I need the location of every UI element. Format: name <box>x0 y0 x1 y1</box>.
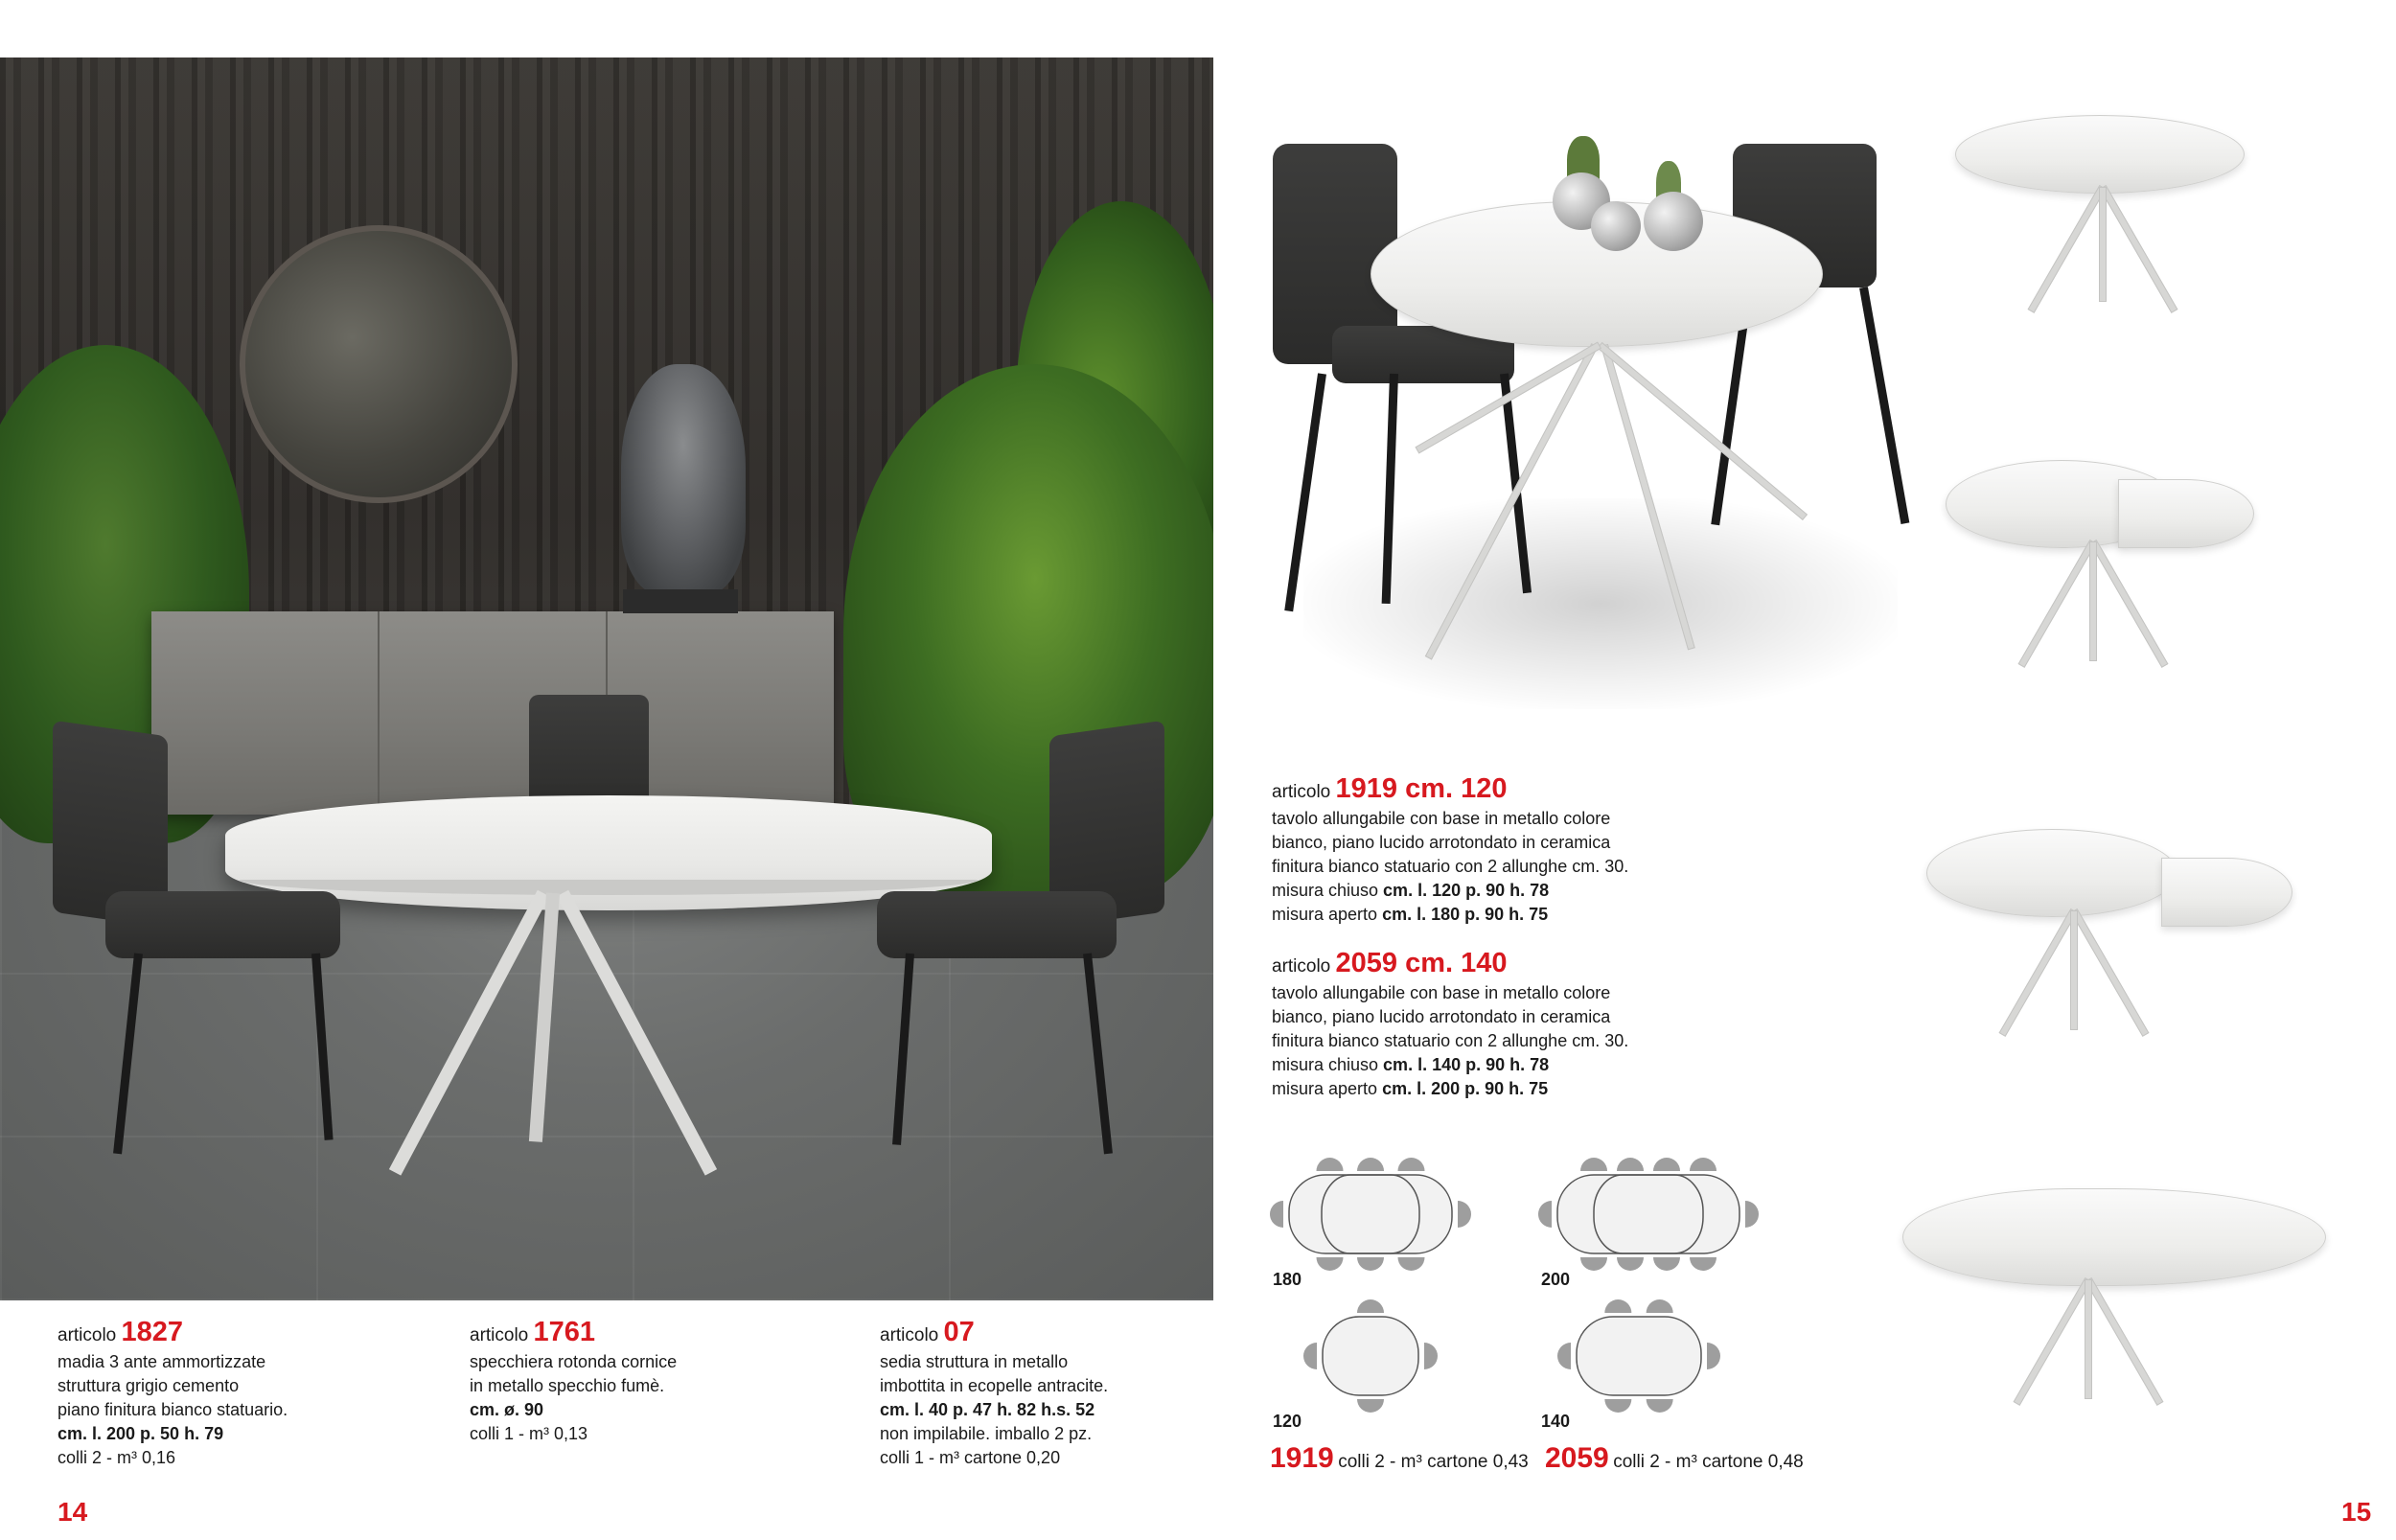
article-line: sedia struttura in metallo <box>880 1352 1069 1371</box>
table-leg <box>2100 185 2178 313</box>
article-line <box>1272 831 1770 855</box>
table-top-extended <box>1902 1188 2326 1286</box>
diagram-label: 200 <box>1541 1270 1571 1289</box>
article-line-text: finitura bianco statuario con 2 allunghe cm. 30. <box>1272 857 1629 876</box>
article-prefix: articolo <box>880 1325 939 1345</box>
article-heading <box>1272 774 1770 807</box>
extension-step-2 <box>1926 460 2271 690</box>
seat-icon <box>1647 1399 1673 1413</box>
packing-info: colli 2 - m³ cartone 0,48 <box>1613 1452 1804 1472</box>
seat-icon <box>1357 1158 1384 1171</box>
article-heading <box>470 1318 834 1350</box>
table-top <box>1955 115 2245 194</box>
seat-icon <box>1617 1158 1644 1171</box>
table-top <box>1926 829 2177 917</box>
seat-icon <box>1303 1343 1317 1369</box>
article-line-text: misura chiuso <box>1272 1055 1384 1074</box>
packing-code: 1919 <box>1270 1442 1334 1474</box>
seat-icon <box>1317 1158 1344 1171</box>
article-1827 <box>58 1318 422 1470</box>
sculpture <box>621 364 746 594</box>
room-photo <box>0 57 1213 1300</box>
seat-icon <box>1604 1299 1631 1313</box>
article-line <box>1272 1029 1770 1053</box>
article-line-text: misura chiuso <box>1272 881 1384 900</box>
article-line-text: tavolo allungabile con base in metallo colore <box>1272 809 1611 828</box>
article-1919 <box>1272 774 1770 927</box>
article-heading <box>58 1318 422 1350</box>
glass-pot <box>1644 192 1703 251</box>
table-leg <box>2085 1279 2092 1399</box>
extension-step-4 <box>1893 1174 2343 1423</box>
article-line: colli 1 - m³ 0,13 <box>470 1424 588 1443</box>
article-2059 <box>1272 949 1770 1101</box>
table-leg <box>1999 908 2078 1037</box>
article-line-text: tavolo allungabile con base in metallo colore <box>1272 983 1611 1002</box>
table-leg <box>2071 908 2150 1037</box>
seat-icon <box>1317 1257 1344 1271</box>
seating-diagrams <box>1256 1145 1792 1442</box>
table-leg <box>2089 541 2097 661</box>
article-heading <box>1272 949 1770 981</box>
chair-right-seat <box>877 891 1117 958</box>
seat-icon <box>1580 1158 1607 1171</box>
article-line: cm. ø. 90 <box>470 1400 544 1419</box>
seat-icon <box>1557 1343 1571 1369</box>
table-leg <box>2090 540 2169 668</box>
page-number-left: 14 <box>58 1497 88 1527</box>
article-line: madia 3 ante ammortizzate <box>58 1352 266 1371</box>
seat-icon <box>1458 1201 1471 1228</box>
article-1761 <box>470 1318 834 1446</box>
article-line-text: misura aperto <box>1272 1079 1383 1098</box>
table-leg <box>2085 1277 2164 1406</box>
sideboard <box>151 611 834 815</box>
table-extension <box>2161 858 2292 927</box>
seat-icon <box>1690 1257 1716 1271</box>
article-line: imbottita in ecopelle antracite. <box>880 1376 1109 1395</box>
article-code: 1827 <box>121 1317 184 1347</box>
article-code: 1761 <box>533 1317 596 1347</box>
article-line <box>1272 1053 1770 1077</box>
table-leg <box>2018 540 2097 668</box>
extension-step-1 <box>1936 115 2262 335</box>
seat-icon <box>1745 1201 1759 1228</box>
article-line-text: bianco, piano lucido arrotondato in ceramica <box>1272 1007 1611 1026</box>
table-leg <box>2014 1277 2092 1406</box>
seat-icon <box>1357 1399 1384 1413</box>
table-outline <box>1557 1175 1739 1253</box>
article-line: struttura grigio cemento <box>58 1376 240 1395</box>
article-heading <box>880 1318 1244 1350</box>
seat-icon <box>1617 1257 1644 1271</box>
table-leg <box>2070 910 2078 1030</box>
diagram-label: 120 <box>1273 1412 1302 1431</box>
article-line: cm. l. 40 p. 47 h. 82 h.s. 52 <box>880 1400 1095 1419</box>
sculpture-base <box>623 589 738 613</box>
article-line <box>1272 1077 1770 1101</box>
seat-icon <box>1398 1158 1425 1171</box>
article-line <box>1272 807 1770 831</box>
packing-1919 <box>1270 1442 1529 1475</box>
table-leg <box>2028 185 2107 313</box>
seat-icon <box>1653 1158 1680 1171</box>
seat-icon <box>1398 1257 1425 1271</box>
sideboard-door <box>151 611 380 815</box>
table-leg <box>2099 187 2107 302</box>
seat-icon <box>1357 1257 1384 1271</box>
article-line: piano finitura bianco statuario. <box>58 1400 288 1419</box>
chair-leg <box>1859 287 1909 524</box>
round-mirror <box>240 225 518 503</box>
article-line <box>1272 903 1770 927</box>
seat-icon <box>1653 1257 1680 1271</box>
packing-2059 <box>1545 1442 1804 1475</box>
article-code: 1919 cm. 120 <box>1335 773 1508 804</box>
diagram-label: 180 <box>1273 1270 1302 1289</box>
packing-code: 2059 <box>1545 1442 1609 1474</box>
seat-icon <box>1707 1343 1720 1369</box>
article-prefix: articolo <box>1272 956 1331 977</box>
chair-left-seat <box>105 891 340 958</box>
seat-icon <box>1604 1399 1631 1413</box>
article-line-measure: cm. l. 180 p. 90 h. 75 <box>1382 905 1549 924</box>
seat-icon <box>1357 1299 1384 1313</box>
seat-icon <box>1647 1299 1673 1313</box>
article-line: specchiera rotonda cornice <box>470 1352 678 1371</box>
article-line <box>1272 1005 1770 1029</box>
page-number-right: 15 <box>2341 1497 2372 1527</box>
article-prefix: articolo <box>58 1325 117 1345</box>
article-line: cm. l. 200 p. 50 h. 79 <box>58 1424 224 1443</box>
packing-info: colli 2 - m³ cartone 0,43 <box>1338 1452 1529 1472</box>
article-line: colli 1 - m³ cartone 0,20 <box>880 1448 1061 1467</box>
article-line: non impilabile. imballo 2 pz. <box>880 1424 1093 1443</box>
seat-icon <box>1580 1257 1607 1271</box>
glass-pot <box>1591 201 1641 251</box>
article-line <box>1272 981 1770 1005</box>
seat-icon <box>1538 1201 1552 1228</box>
article-line-measure: cm. l. 120 p. 90 h. 78 <box>1383 881 1550 900</box>
product-photo-main <box>1246 115 1907 709</box>
article-line-measure: cm. l. 200 p. 90 h. 75 <box>1382 1079 1549 1098</box>
article-code: 07 <box>943 1317 975 1347</box>
table-outline <box>1577 1317 1701 1395</box>
article-line-text: bianco, piano lucido arrotondato in ceramica <box>1272 833 1611 852</box>
seat-icon <box>1690 1158 1716 1171</box>
article-line-measure: cm. l. 140 p. 90 h. 78 <box>1383 1055 1550 1074</box>
article-prefix: articolo <box>470 1325 529 1345</box>
article-prefix: articolo <box>1272 782 1331 802</box>
diagram-label: 140 <box>1541 1412 1571 1431</box>
article-line-text: misura aperto <box>1272 905 1383 924</box>
article-line: in metallo specchio fumè. <box>470 1376 665 1395</box>
seat-icon <box>1270 1201 1283 1228</box>
seat-icon <box>1424 1343 1438 1369</box>
article-line-text: finitura bianco statuario con 2 allunghe cm. 30. <box>1272 1031 1629 1050</box>
article-line <box>1272 855 1770 879</box>
article-code: 2059 cm. 140 <box>1335 948 1508 978</box>
table-outline <box>1289 1175 1452 1253</box>
table-extension <box>2118 479 2254 548</box>
article-line: colli 2 - m³ 0,16 <box>58 1448 176 1467</box>
article-07 <box>880 1318 1244 1470</box>
extension-step-3 <box>1907 819 2310 1059</box>
table-outline <box>1323 1317 1418 1395</box>
article-line <box>1272 879 1770 903</box>
